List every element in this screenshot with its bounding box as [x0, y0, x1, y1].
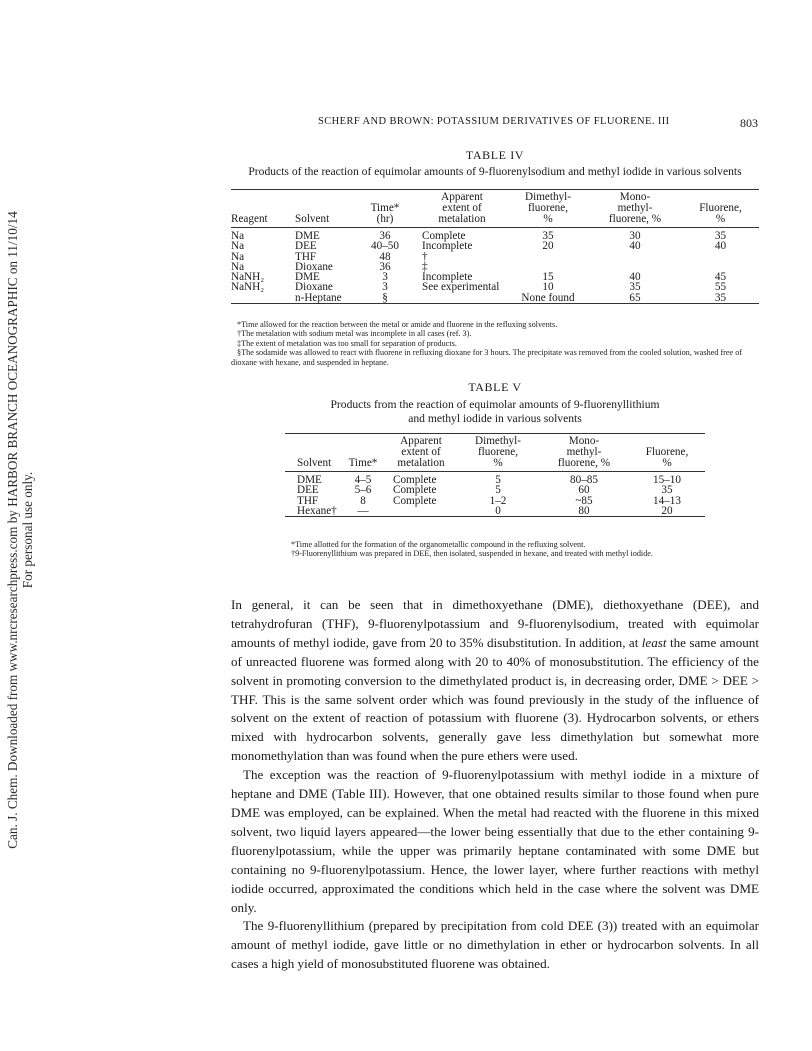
cell-reagent: Na	[231, 260, 245, 273]
cell-metalation: ‡	[422, 260, 428, 273]
cell-solvent: DME	[297, 474, 322, 486]
cell-solvent: DEE	[295, 240, 317, 253]
table-4	[231, 189, 759, 304]
cell-solvent: THF	[295, 250, 317, 263]
col-header-dimethyl: Dimethyl- fluorene, %	[475, 435, 521, 469]
table-row	[231, 228, 759, 242]
cell-monomethyl: 35	[629, 281, 641, 294]
cell-solvent: Dioxane	[295, 281, 333, 294]
table-4-header-row	[231, 190, 759, 228]
cell-fluorene: 35	[714, 291, 727, 304]
cell-fluorene: 15–10	[653, 474, 681, 486]
col-header-time: Time*	[348, 457, 378, 469]
col-header-monomethyl: Mono- methyl- fluorene, %	[608, 191, 662, 225]
cell-fluorene: 35	[714, 230, 727, 242]
paragraph: In general, it can be seen that in dimethoxyethane (DME), diethoxyethane (DEE), and tetrahydrofuran (THF), 9-fluorenylpotassium and 9-fluorenylsodium, treated with equimolar amounts of methyl iodide, gave from 20 to 35% disubstitution. In addition, at least the same amount of unreacted fluorene was formed along with 20 to 40% of monosubstitution. The efficiency of the solvent in promoting conversion to the dimethylated product is, in decreasing order, DME > DEE > THF. This is the same solvent order which was found previously in the study of the influence of solvent on the extent of reaction of potassium with fluorene (3). Hydrocarbon solvents, or ethers mixed with hydrocarbon solvents, generally gave less dimethylation but somewhat more monomethylation than was found when the pure ethers were used.	[231, 597, 759, 764]
cell-time: 36	[379, 260, 391, 273]
cell-monomethyl: 30	[629, 230, 641, 242]
footnote: *Time allotted for the formation of the organometallic compound in the refluxing solvent.	[291, 540, 586, 549]
cell-dimethyl: 20	[542, 240, 554, 253]
table-5-header-row	[285, 434, 705, 472]
cell-solvent: Dioxane	[295, 260, 333, 273]
table-4-footnotes	[231, 320, 759, 367]
footnote: §The sodamide was allowed to react with fluorene in refluxing dioxane for 3 hours. The precipitate was removed from the cooled solution, washed free of dioxane with hexane, and suspended in heptane.	[231, 348, 743, 367]
col-header-reagent: Reagent	[231, 213, 268, 225]
cell-monomethyl: 40	[629, 271, 641, 284]
download-watermark	[0, 150, 40, 910]
cell-reagent	[231, 293, 287, 304]
cell-reagent: NaNH₂	[231, 271, 265, 284]
cell-time: 8	[360, 494, 366, 507]
cell-monomethyl: 65	[629, 291, 641, 304]
cell-solvent: DEE	[297, 484, 319, 497]
cell-time: §	[382, 291, 388, 304]
table-row	[285, 506, 705, 517]
table-4-title: TABLE IV	[465, 148, 525, 162]
cell-monomethyl: ~85	[575, 494, 593, 507]
running-title: SCHERF AND BROWN: POTASSIUM DERIVATIVES OF FLUORENE. III	[318, 116, 670, 127]
cell-metalation: †	[422, 250, 428, 263]
cell-dimethyl: None found	[521, 291, 575, 304]
cell-monomethyl: 40	[629, 240, 641, 253]
table-5-caption	[231, 398, 759, 426]
cell-monomethyl	[588, 252, 682, 262]
col-header-dimethyl: Dimethyl- fluorene, %	[525, 191, 571, 225]
cell-reagent: Na	[231, 240, 245, 253]
cell-solvent: Hexane†	[297, 504, 337, 517]
col-header-fluorene: Fluorene, %	[645, 446, 689, 469]
cell-fluorene: 20	[661, 504, 673, 517]
cell-fluorene: 55	[714, 281, 727, 294]
cell-monomethyl: 80	[578, 504, 590, 517]
cell-metalation: See experimental	[422, 281, 500, 294]
col-header-solvent: Solvent	[295, 213, 330, 225]
cell-dimethyl: 15	[542, 271, 554, 284]
cell-fluorene: 40	[714, 240, 727, 253]
cell-time: 4–5	[354, 474, 372, 486]
table-5-title: TABLE V	[468, 380, 522, 394]
watermark-line-2: For personal use only.	[20, 471, 35, 589]
cell-metalation: Complete	[422, 230, 466, 242]
col-header-monomethyl: Mono- methyl- fluorene, %	[557, 435, 611, 469]
page-number: 803	[740, 116, 758, 130]
cell-monomethyl: 80–85	[570, 474, 598, 486]
cell-time: 3	[382, 281, 388, 294]
cell-fluorene: 45	[714, 271, 727, 284]
footnote: ‡The extent of metalation was too small for separation of products.	[237, 338, 457, 348]
footnote: †9-Fluorenyllithium was prepared in DEE, then isolated, suspended in hexane, and treated with methyl iodide.	[291, 549, 653, 559]
cell-time: —	[357, 504, 369, 517]
cell-dimethyl: 5	[495, 484, 501, 497]
table-row	[231, 293, 759, 304]
table-5-caption-line-1: Products from the reaction of equimolar amounts of 9-fluorenyllithium	[330, 398, 660, 411]
cell-reagent: Na	[231, 250, 245, 263]
cell-time: 48	[379, 250, 391, 263]
cell-time: 36	[379, 230, 391, 242]
cell-reagent: Na	[231, 230, 245, 242]
cell-dimethyl: 1–2	[489, 494, 507, 507]
cell-fluorene: 35	[661, 484, 673, 497]
cell-monomethyl: 60	[578, 484, 590, 497]
table-5	[285, 433, 705, 517]
col-header-time: Time* (hr)	[370, 202, 400, 225]
table-row	[285, 472, 705, 486]
cell-time: 40–50	[371, 240, 399, 253]
cell-dimethyl: 10	[542, 281, 554, 294]
cell-solvent: THF	[297, 494, 319, 507]
table-5-caption-line-2: and methyl iodide in various solvents	[408, 412, 582, 425]
col-header-metalation: Apparent extent of metalation	[397, 435, 445, 469]
cell-metalation: Complete	[393, 484, 437, 497]
footnote: *Time allowed for the reaction between the metal or amide and fluorene in the refluxing solvents.	[237, 320, 558, 329]
cell-dimethyl	[508, 252, 588, 262]
footnote: †The metalation with sodium metal was incomplete in all cases (ref. 3).	[237, 329, 472, 339]
cell-metalation: Incomplete	[422, 240, 473, 253]
col-header-fluorene: Fluorene, %	[699, 202, 742, 225]
cell-dimethyl: 5	[495, 474, 501, 486]
cell-fluorene	[682, 252, 759, 262]
paragraph: The exception was the reaction of 9-fluorenylpotassium with methyl iodide in a mixture of heptane and DME (Table III). However, that one obtained results similar to those found when pure DME was employed, can be explained. When the metal had reacted with the fluorene in this mixed solvent, two liquid layers appeared—the lower being essentially that due to the ether containing 9-fluorenylpotassium, while the upper was primarily heptane contaminated with some DME but containing no 9-fluorenylpotassium. Hence, the lower layer, where further reactions with methyl iodide occurred, approximated the conditions which held in the case where the solvent was DME only.	[231, 767, 759, 915]
cell-metalation: Incomplete	[422, 271, 473, 284]
col-header-solvent: Solvent	[297, 457, 332, 469]
cell-time: 3	[382, 271, 388, 284]
cell-metalation	[416, 293, 508, 304]
cell-metalation	[385, 506, 457, 517]
cell-dimethyl: 0	[495, 504, 501, 517]
body-text	[231, 596, 759, 974]
cell-metalation: Complete	[393, 474, 437, 486]
col-header-metalation: Apparent extent of metalation	[438, 191, 486, 225]
cell-dimethyl: 35	[542, 230, 554, 242]
cell-solvent: DME	[295, 271, 320, 284]
paragraph: The 9-fluorenyllithium (prepared by precipitation from cold DEE (3)) treated with an equimolar amount of methyl iodide, gave little or no dimethylation in ether or hydrocarbon solvents. In all cases a high yield of monosubstituted fluorene was obtained.	[231, 918, 759, 972]
cell-reagent: NaNH₂	[231, 281, 265, 294]
cell-time: 5–6	[354, 484, 372, 497]
table-4-caption: Products of the reaction of equimolar amounts of 9-fluorenylsodium and methyl iodide in various solvents	[248, 165, 742, 178]
watermark-text	[5, 211, 35, 848]
cell-solvent: DME	[295, 230, 320, 242]
cell-metalation: Complete	[393, 494, 437, 507]
cell-fluorene: 14–13	[653, 494, 681, 507]
table-5-footnotes	[285, 540, 705, 559]
cell-solvent: n-Heptane	[295, 291, 342, 304]
watermark-line-1: Can. J. Chem. Downloaded from www.nrcresearchpress.com by HARBOR BRANCH OCEANOGRAPHIC on 11/10/14	[5, 211, 20, 849]
